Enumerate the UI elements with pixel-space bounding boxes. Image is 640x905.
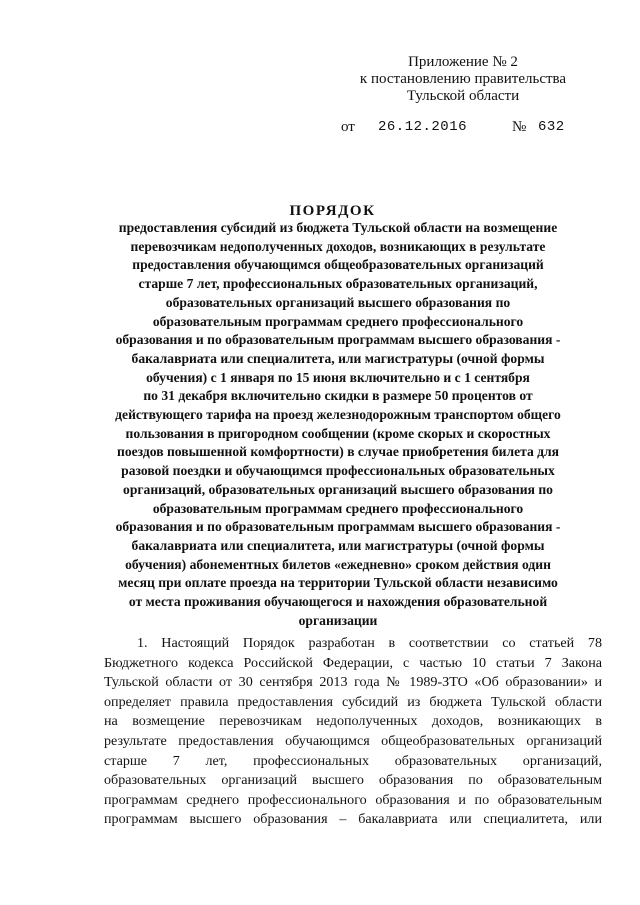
subtitle-line: организаций, образовательных организаций высшего образования по [123, 481, 553, 497]
subtitle-line: бакалавриата или специалитета, или магистратуры (очной формы [131, 350, 545, 366]
subtitle-line: пользования в пригородном сообщении (кроме скорых и скоростных [125, 425, 551, 441]
appendix-decree-reference: к постановлению правительства [359, 71, 567, 87]
decree-number-label: № [512, 119, 527, 135]
body-line: на возмещение перевозчикам недополученных доходов, возникающих в [104, 713, 602, 730]
body-line: Бюджетного кодекса Российской Федерации, с частью 10 статьи 7 Закона [104, 654, 602, 671]
subtitle-line: по 31 декабря включительно скидки в размере 50 процентов от [143, 388, 533, 404]
subtitle-line: образовательным программам среднего профессионального [152, 313, 524, 329]
body-line: результате предоставления обучающимся общеобразовательных организаций [104, 732, 602, 749]
subtitle-line: месяц при оплате проезда на территории Тульской области независимо [118, 575, 558, 591]
appendix-header [318, 54, 608, 105]
subtitle-line: организации [298, 612, 378, 628]
subtitle-line: предоставления субсидий из бюджета Тульской области на возмещение [118, 220, 558, 235]
subtitle-line: образовательным программам среднего профессионального [152, 500, 524, 516]
subtitle-line: обучения) с 1 января по 15 июня включительно и с 1 сентября [146, 369, 530, 385]
body-line: образовательных организаций высшего образования по образовательным [104, 772, 602, 789]
subtitle-line: поездов повышенной комфортности) в случае приобретения билета для [116, 444, 560, 460]
subtitle-line: образовательных организаций высшего образования по [165, 294, 511, 310]
decree-number: 632 [538, 119, 565, 135]
body-line: программам высшего образования – бакалавриата или специалитета, или [104, 811, 602, 828]
subtitle-line: предоставления обучающимся общеобразовательных организаций [132, 257, 544, 273]
subtitle-line: бакалавриата или специалитета, или магистратуры (очной формы [131, 537, 545, 553]
subtitle-line: обучения) абонементных билетов «ежедневно» сроком действия один [125, 556, 551, 572]
subtitle-line: образования и по образовательным программам высшего образования - [115, 519, 561, 535]
body-line: 1. Настоящий Порядок разработан в соответствии со статьей 78 [137, 635, 602, 651]
subtitle-line: образования и по образовательным программам высшего образования - [115, 332, 561, 348]
subtitle-line: старше 7 лет, профессиональных образовательных организаций, [138, 276, 538, 292]
subtitle-line: действующего тарифа на проезд железнодорожным транспортом общего [115, 407, 561, 423]
appendix-region: Тульской области [406, 88, 520, 104]
body-line: программам среднего профессионального образования и по образовательным [104, 791, 602, 808]
body-line: определяет правила предоставления субсидий из бюджета Тульской области [104, 693, 602, 710]
body-line: Тульской области от 30 сентября 2013 года № 1989-ЗТО «Об образовании» и [104, 674, 602, 691]
body-line: старше 7 лет, профессиональных образовательных организаций, [104, 752, 602, 769]
appendix-number: Приложение № 2 [408, 54, 518, 70]
subtitle-line: от места проживания обучающегося и нахождения образовательной [128, 594, 548, 610]
decree-date: 26.12.2016 [378, 119, 468, 135]
document-title: ПОРЯДОК [289, 203, 376, 219]
subtitle-line: разовой поездки и обучающимся профессиональных образовательных [121, 463, 555, 479]
document-subtitle [82, 219, 594, 630]
date-from-label: от [341, 119, 355, 135]
subtitle-line: перевозчикам недополученных доходов, возникающих в результате [130, 238, 546, 254]
body-paragraph-1 [104, 634, 602, 830]
